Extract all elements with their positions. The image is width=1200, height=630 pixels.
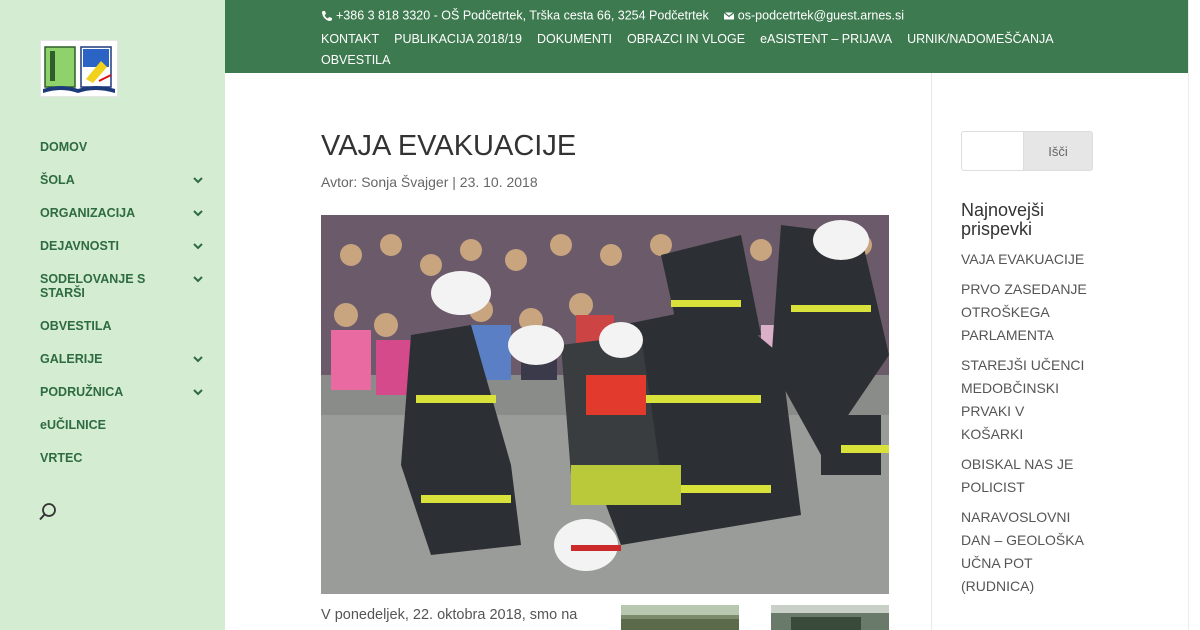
search-button[interactable]: Išči — [1023, 131, 1093, 171]
top-menu-urnik[interactable]: URNIK/NADOMEŠČANJA — [907, 32, 1054, 46]
nav-item-dejavnosti[interactable] — [40, 239, 210, 253]
nav-item-label: eUČILNICE — [40, 418, 106, 432]
top-menu-kontakt[interactable]: KONTAKT — [321, 32, 380, 46]
nav-item-sodelovanje[interactable] — [40, 272, 210, 300]
nav-item-label: PODRUŽNICA — [40, 385, 124, 399]
nav-item-label: SODELOVANJE S STARŠI — [40, 272, 146, 300]
search-widget — [961, 131, 1093, 171]
chevron-down-icon[interactable] — [192, 353, 204, 365]
recent-posts-list — [961, 248, 1089, 605]
email-link[interactable]: os-podcetrtek@guest.arnes.si — [737, 8, 905, 23]
top-menu-publikacija[interactable]: PUBLIKACIJA 2018/19 — [394, 32, 522, 46]
nav-item-label: OBVESTILA — [40, 319, 112, 333]
chevron-down-icon[interactable] — [192, 174, 204, 186]
top-menu-easistent[interactable]: eASISTENT – PRIJAVA — [760, 32, 893, 46]
nav-item-obvestila[interactable] — [40, 319, 210, 333]
post-meta: Avtor: Sonja Švajger | 23. 10. 2018 — [321, 174, 538, 190]
scrollbar[interactable] — [1188, 0, 1200, 630]
recent-post-link[interactable]: OBISKAL NAS JE POLICIST — [961, 456, 1074, 495]
nav-item-galerije[interactable] — [40, 352, 210, 366]
top-menu-dokumenti[interactable]: DOKUMENTI — [536, 32, 612, 46]
nav-item-label: ORGANIZACIJA — [40, 206, 136, 220]
nav-item-label: DOMOV — [40, 140, 88, 154]
search-icon[interactable] — [38, 502, 58, 522]
chevron-down-icon[interactable] — [192, 273, 204, 285]
phone-text: +386 3 818 3320 - OŠ Podčetrtek, Trška cesta 66, 3254 Podčetrtek — [336, 8, 709, 23]
chevron-down-icon[interactable] — [192, 207, 204, 219]
nav-item-domov[interactable] — [40, 140, 210, 154]
gallery-thumbnail[interactable] — [621, 605, 739, 630]
top-menu-obrazci[interactable]: OBRAZCI IN VLOGE — [626, 32, 746, 46]
school-logo[interactable] — [40, 40, 118, 97]
nav-item-label: ŠOLA — [40, 173, 75, 187]
mail-icon — [723, 10, 735, 22]
chevron-down-icon[interactable] — [192, 386, 204, 398]
recent-post-link[interactable]: VAJA EVAKUACIJE — [961, 251, 1085, 267]
nav-item-organizacija[interactable] — [40, 206, 210, 220]
top-header — [225, 0, 1188, 73]
gallery-thumbnail-image — [771, 605, 889, 630]
top-menu — [321, 29, 1081, 71]
post-excerpt: V ponedeljek, 22. oktobra 2018, smo na — [321, 607, 578, 623]
recent-post-link[interactable]: PRVO ZASEDANJE OTROŠKEGA PARLAMENTA — [961, 281, 1087, 343]
recent-post-link[interactable]: NARAVOSLOVNI DAN – GEOLOŠKA UČNA POT (RUDNICA) — [961, 509, 1084, 594]
featured-image[interactable] — [321, 215, 889, 594]
search-input[interactable] — [961, 131, 1023, 171]
left-sidebar — [0, 0, 225, 630]
post-title: VAJA EVAKUACIJE — [321, 130, 577, 162]
nav-item-label: VRTEC — [40, 451, 83, 465]
contact-info — [321, 8, 904, 23]
nav-item-label: GALERIJE — [40, 352, 103, 366]
nav-item-label: DEJAVNOSTI — [40, 239, 119, 253]
recent-post-link[interactable]: STAREJŠI UČENCI MEDOBČINSKI PRVAKI V KOŠARKI — [961, 357, 1085, 442]
nav-item-vrtec[interactable] — [40, 451, 210, 465]
phone-icon — [321, 10, 333, 22]
recent-posts-title: Najnovejši prispevki — [961, 200, 1045, 239]
nav-item-podruznica[interactable] — [40, 385, 210, 399]
logo-book-icon — [41, 41, 117, 96]
nav-item-sola[interactable] — [40, 173, 210, 187]
main-navigation — [40, 140, 210, 484]
gallery-thumbnail-image — [621, 605, 739, 630]
top-menu-obvestila[interactable]: OBVESTILA — [321, 53, 391, 67]
chevron-down-icon[interactable] — [192, 240, 204, 252]
featured-photo — [321, 215, 889, 594]
content-divider — [931, 73, 932, 630]
gallery-thumbnail[interactable] — [771, 605, 889, 630]
nav-item-eucilnice[interactable] — [40, 418, 210, 432]
